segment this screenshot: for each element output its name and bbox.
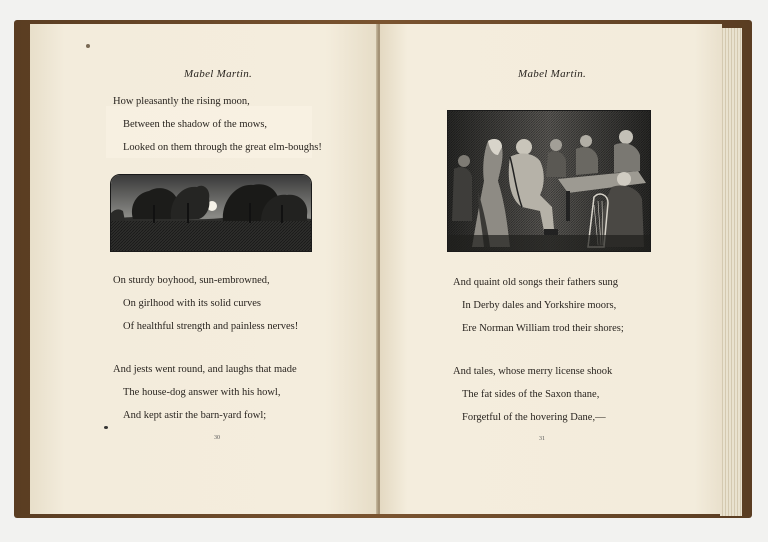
verse-line: The fat sides of the Saxon thane, <box>462 389 600 400</box>
ink-spot <box>104 426 108 429</box>
verse-line: Ere Norman William trod their shores; <box>462 323 624 334</box>
left-page <box>30 24 378 514</box>
verse-line: How pleasantly the rising moon, <box>113 96 250 107</box>
verse-line: The house-dog answer with his howl, <box>123 387 281 398</box>
verse-line: In Derby dales and Yorkshire moors, <box>462 300 617 311</box>
verse-line: Forgetful of the hovering Dane,— <box>462 412 606 423</box>
verse-line: And quaint old songs their fathers sung <box>453 277 619 288</box>
verse-line: Between the shadow of the mows, <box>123 119 268 130</box>
page-edges <box>720 28 742 516</box>
page-number-left: 30 <box>214 435 220 441</box>
harper-feast-engraving <box>447 110 651 252</box>
running-head-right: Mabel Martin. <box>518 68 587 80</box>
verse-line: Of healthful strength and painless nerves! <box>123 321 299 332</box>
foxing-spot <box>86 44 90 48</box>
verse-line: And jests went round, and laughs that made <box>113 364 297 375</box>
page-number-right: 31 <box>539 436 545 442</box>
verse-line: On sturdy boyhood, sun-embrowned, <box>113 275 270 286</box>
running-head-left: Mabel Martin. <box>184 68 253 80</box>
verse-line: And tales, whose merry license shook <box>453 366 613 377</box>
verse-line: And kept astir the barn-yard fowl; <box>123 410 267 421</box>
verse-line: On girlhood with its solid curves <box>123 298 261 309</box>
moonlit-landscape-engraving <box>110 174 312 252</box>
right-page <box>380 24 722 514</box>
verse-line: Looked on them through the great elm-boughs! <box>123 142 322 153</box>
